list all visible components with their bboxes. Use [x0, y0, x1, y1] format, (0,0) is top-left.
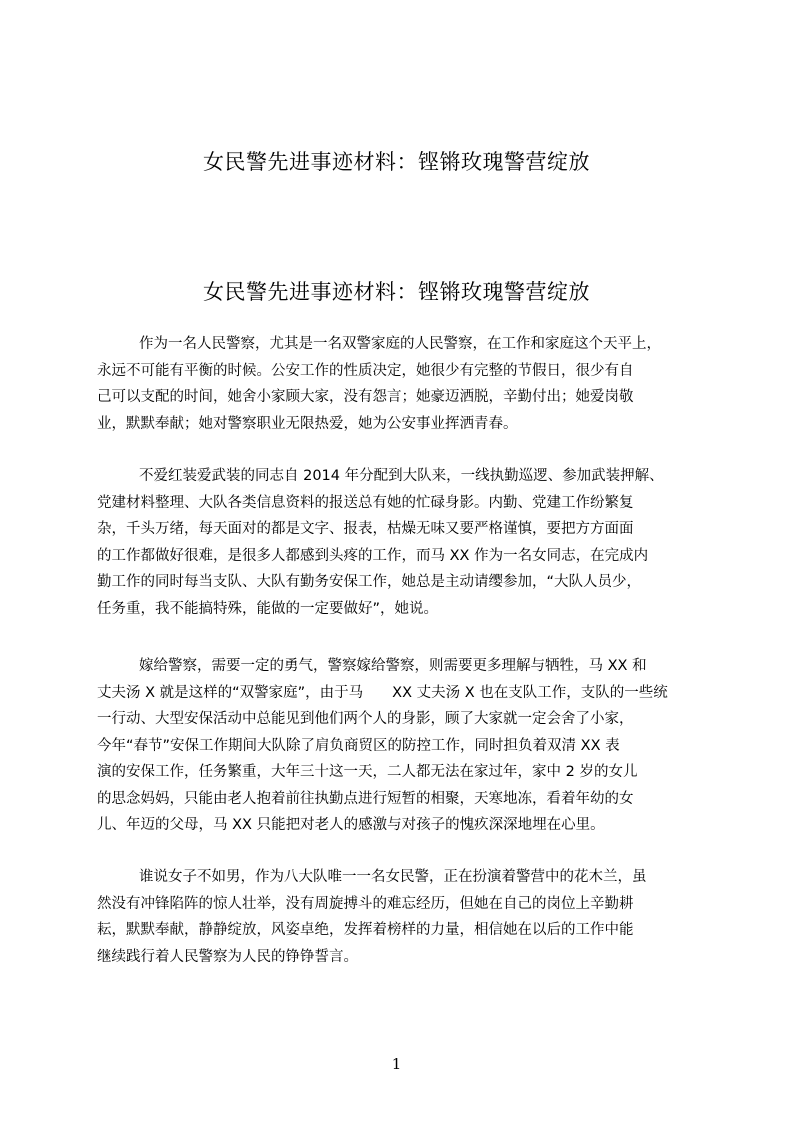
paragraph-line: 谁说女子不如男，作为八大队唯一一名女民警，正在扮演着警营中的花木兰，虽 — [139, 869, 647, 885]
article-body — [97, 0, 697, 1000]
paragraph — [97, 331, 697, 437]
page-number: 1 — [391, 1055, 402, 1073]
paragraph-line: 作为一名人民警察，尤其是一名双警家庭的人民警察，在工作和家庭这个天平上， — [139, 336, 661, 352]
paragraph-line: 继续践行着人民警察为人民的铮铮誓言。 — [97, 948, 358, 965]
paragraph-line: 耘，默默奉献，静静绽放，风姿卓绝，发挥着榜样的力量，相信她在以后的工作中能 — [97, 922, 634, 938]
paragraph-line: 任务重，我不能搞特殊，能做的一定要做好”，她说。 — [97, 600, 439, 617]
paragraph-line: 勤工作的同时每当支队、大队有勤务安保工作，她总是主动请缨参加，“大队人员少， — [97, 574, 642, 590]
paragraph-line: 的思念妈妈，只能由老人抱着前往执勤点进行短暂的相聚，天寒地冻，看着年幼的女 — [97, 790, 634, 807]
paragraph-line: 己可以支配的时间，她舍小家顾大家，没有怨言；她豪迈洒脱，辛勤付出；她爱岗敬 — [97, 389, 634, 405]
article-title: 女民警先进事迹材料：铿锵玫瑰警营绽放 — [203, 280, 590, 304]
paragraph-line: 永远不可能有平衡的时候。公安工作的性质决定，她很少有完整的节假日，很少有自 — [97, 362, 634, 379]
paragraph-line: 一行动、大型安保活动中总能见到他们两个人的身影，顾了大家就一定会舍了小家， — [97, 711, 634, 727]
paragraph-line: 的工作都做好很难，是很多人都感到头疼的工作，而马 XX 作为一名女同志，在完成内 — [97, 547, 649, 564]
paragraph-line: 杂，千头万绪，每天面对的都是文字、报表，枯燥无味又要严格谨慎，要把方方面面 — [97, 521, 634, 537]
paragraph-line: 然没有冲锋陷阵的惊人壮举，没有周旋搏斗的难忘经历，但她在自己的岗位上辛勤耕 — [97, 895, 634, 912]
paragraph-line: 丈夫汤 X 就是这样的“双警家庭”，由于马 XX 丈夫汤 X 也在支队工作，支队的一些统 — [97, 684, 668, 701]
paragraph-line: 业，默默奉献；她对警察职业无限热爱，她为公安事业挥洒青春。 — [97, 415, 518, 432]
document-title: 女民警先进事迹材料：铿锵玫瑰警营绽放 — [203, 150, 590, 174]
paragraph — [97, 653, 697, 839]
paragraph — [97, 864, 697, 970]
paragraph-line: 今年“春节”安保工作期间大队除了肩负商贸区的防控工作，同时担负着双清 XX 表 — [97, 737, 620, 754]
paragraph-line: 儿、年迈的父母，马 XX 只能把对老人的感激与对孩子的愧疚深深地埋在心里。 — [97, 817, 605, 833]
paragraph-line: 党建材料整理、大队各类信息资料的报送总有她的忙碌身影。内勤、党建工作纷繁复 — [97, 494, 634, 511]
paragraph — [97, 463, 697, 622]
paragraph-line: 演的安保工作，任务繁重，大年三十这一天，二人都无法在家过年，家中 2 岁的女儿 — [97, 764, 638, 780]
paragraph-line: 不爱红装爱武装的同志自 2014 年分配到大队来，一线执勤巡逻、参加武装押解、 — [139, 468, 664, 484]
paragraph-line: 嫁给警察，需要一定的勇气，警察嫁给警察，则需要更多理解与牺牲，马 XX 和 — [139, 658, 647, 674]
